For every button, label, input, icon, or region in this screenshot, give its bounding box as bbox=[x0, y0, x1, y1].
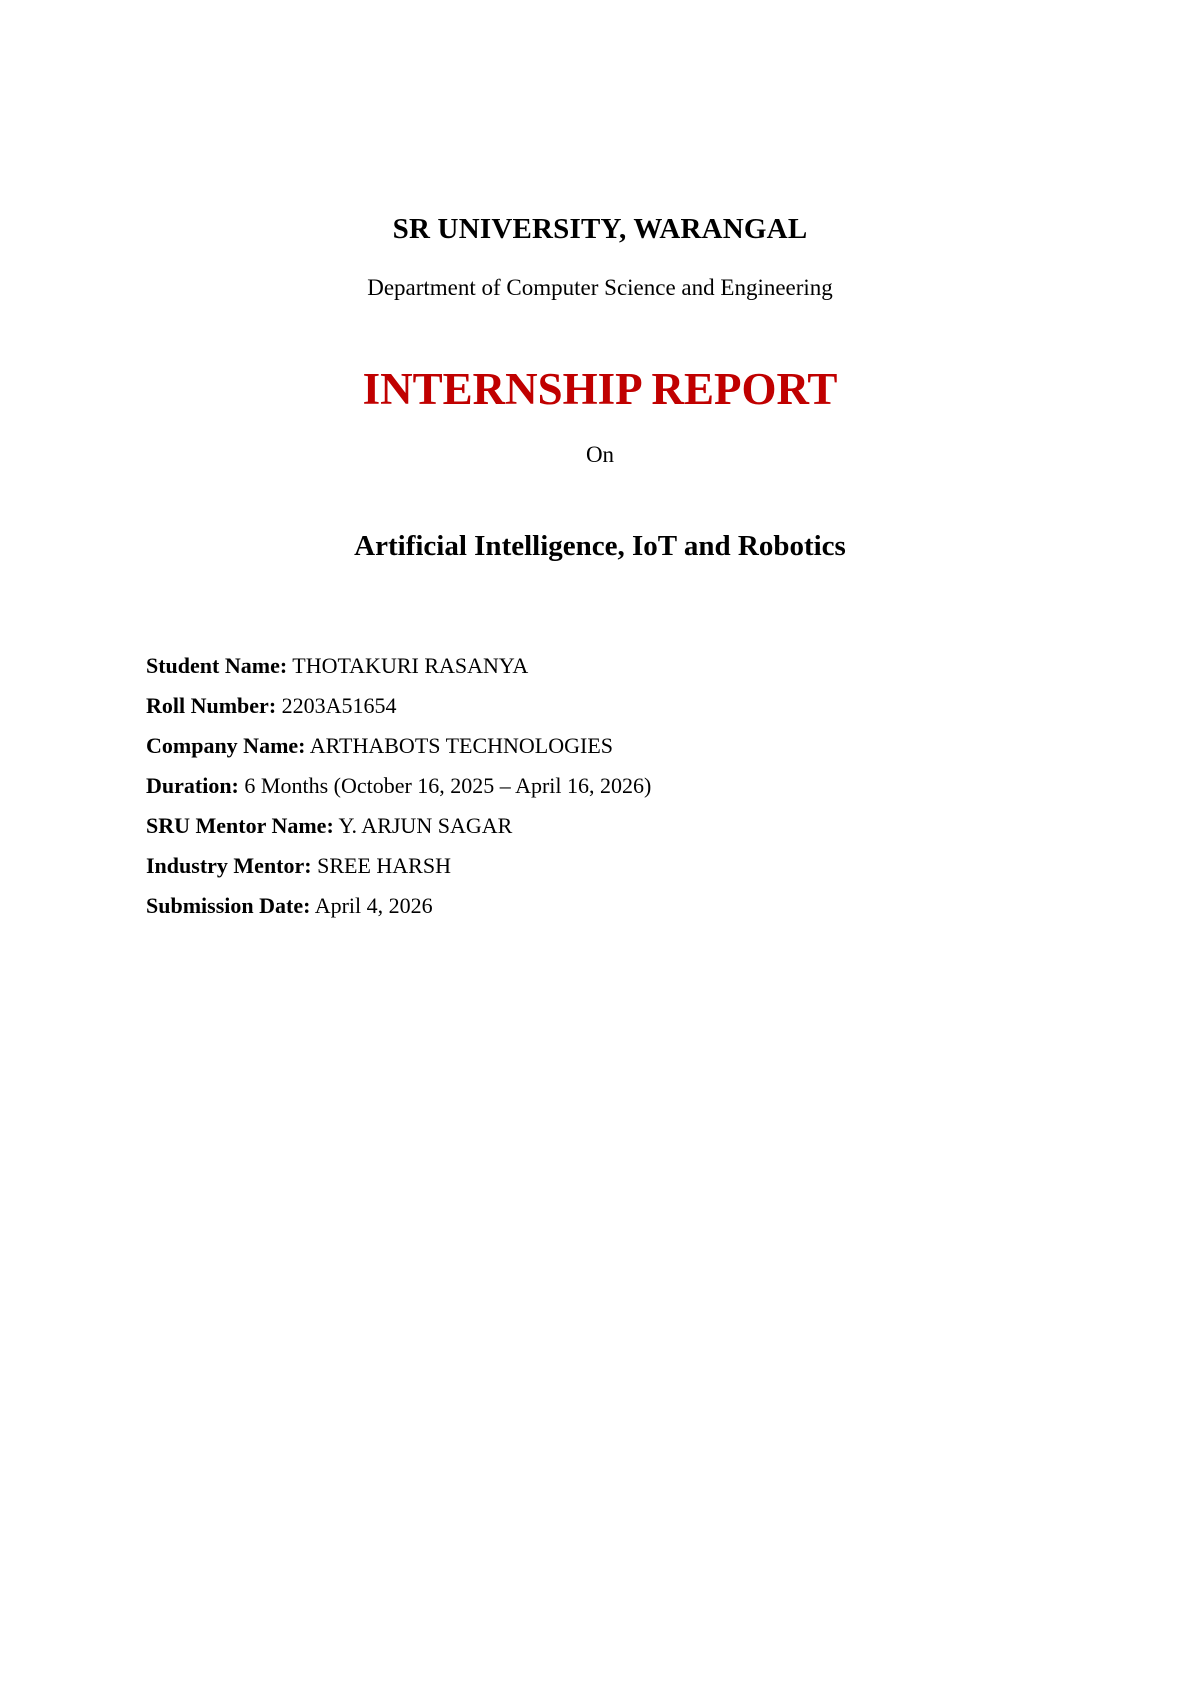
detail-value: 2203A51654 bbox=[281, 693, 397, 718]
detail-value: ARTHABOTS TECHNOLOGIES bbox=[309, 733, 614, 758]
detail-company-name bbox=[146, 726, 651, 766]
detail-value: April 4, 2026 bbox=[314, 893, 433, 918]
detail-student-name bbox=[146, 646, 651, 686]
detail-label: Industry Mentor: bbox=[146, 853, 312, 878]
department-name: Department of Computer Science and Engineering bbox=[367, 275, 833, 300]
detail-value: THOTAKURI RASANYA bbox=[292, 653, 529, 678]
detail-submission-date bbox=[146, 886, 651, 926]
report-title: INTERNSHIP REPORT bbox=[362, 364, 838, 414]
report-topic: Artificial Intelligence, IoT and Robotics bbox=[354, 530, 846, 562]
detail-label: Submission Date: bbox=[146, 893, 311, 918]
detail-label: Duration: bbox=[146, 773, 239, 798]
university-name: SR UNIVERSITY, WARANGAL bbox=[392, 213, 808, 245]
detail-value: SREE HARSH bbox=[317, 853, 451, 878]
detail-industry-mentor bbox=[146, 846, 651, 886]
detail-label: Student Name: bbox=[146, 653, 288, 678]
detail-duration bbox=[146, 766, 651, 806]
report-details-list bbox=[146, 646, 651, 926]
detail-value: Y. ARJUN SAGAR bbox=[338, 813, 513, 838]
detail-label: Roll Number: bbox=[146, 693, 277, 718]
on-label: On bbox=[585, 442, 615, 467]
detail-value: 6 Months (October 16, 2025 – April 16, 2026) bbox=[244, 773, 652, 798]
detail-sru-mentor bbox=[146, 806, 651, 846]
detail-label: Company Name: bbox=[146, 733, 306, 758]
detail-roll-number bbox=[146, 686, 651, 726]
detail-label: SRU Mentor Name: bbox=[146, 813, 334, 838]
